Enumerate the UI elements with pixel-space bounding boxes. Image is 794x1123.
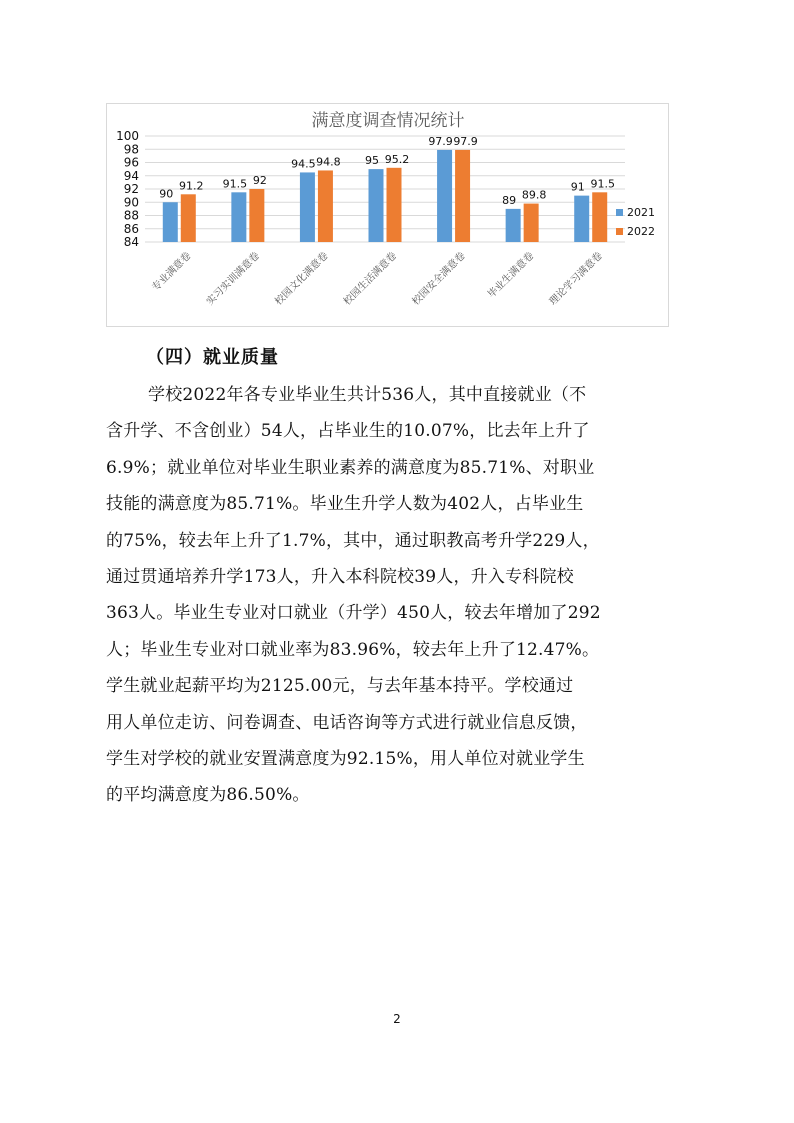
data-label: 97.9 — [453, 134, 478, 148]
bar-2022 — [318, 170, 333, 242]
data-label: 91.2 — [179, 179, 204, 193]
legend-swatch-2022 — [616, 228, 623, 235]
category-label: 校园生活满意卷 — [341, 250, 400, 308]
paragraph-line: 学生就业起薪平均为2125.00元，与去年基本持平。学校通过 — [106, 676, 574, 697]
bar-2022 — [387, 168, 402, 242]
category-label: 实习实训满意卷 — [204, 250, 262, 308]
y-tick-label: 94 — [123, 168, 139, 183]
paragraph-line: 含升学、不含创业）54人，占毕业生的10.07%，比去年上升了 — [106, 421, 590, 442]
legend-swatch-2021 — [616, 209, 623, 216]
bar-2021 — [163, 202, 178, 242]
paragraph-line: 人；毕业生专业对口就业率为83.96%，较去年上升了12.47%。 — [106, 639, 600, 660]
paragraph-line: 的平均满意度为86.50%。 — [106, 785, 310, 806]
paragraph-line: 363人。毕业生专业对口就业（升学）450人，较去年增加了292 — [106, 603, 601, 624]
y-tick-label: 96 — [123, 155, 139, 170]
legend-label: 2021 — [627, 206, 655, 219]
section-heading: （四）就业质量 — [146, 347, 279, 368]
category-label: 校园文化满意卷 — [273, 250, 331, 308]
bar-2021 — [369, 169, 384, 242]
category-label: 毕业生满意卷 — [486, 250, 537, 301]
paragraph-line: 用人单位走访、问卷调查、电话咨询等方式进行就业信息反馈， — [106, 712, 588, 733]
bar-2021 — [437, 150, 452, 242]
bar-2022 — [455, 150, 470, 242]
data-label: 94.8 — [316, 155, 341, 169]
page-number: 2 — [393, 1012, 401, 1026]
paragraph-line: 的75%，较去年上升了1.7%，其中，通过职教高考升学229人， — [106, 530, 600, 551]
paragraph-line: 通过贯通培养升学173人，升入本科院校39人，升入专科院校 — [106, 567, 574, 588]
y-tick-label: 100 — [116, 129, 139, 143]
data-label: 90 — [159, 187, 174, 201]
paragraph-line: 6.9%；就业单位对毕业生职业素养的满意度为85.71%、对职业 — [106, 457, 595, 478]
data-label: 94.5 — [291, 157, 316, 171]
bar-2021 — [574, 196, 589, 242]
category-label: 理论学习满意卷 — [547, 250, 605, 308]
satisfaction-chart — [106, 103, 669, 327]
bar-2021 — [300, 172, 315, 242]
data-label: 91 — [570, 180, 585, 194]
y-tick-label: 86 — [123, 221, 139, 236]
data-label: 89 — [502, 193, 517, 207]
chart-canvas — [107, 104, 670, 328]
bar-2022 — [249, 189, 264, 242]
category-label: 校园安全满意卷 — [410, 250, 468, 308]
y-tick-label: 84 — [123, 235, 139, 249]
chart-title: 满意度调查情况统计 — [311, 111, 465, 131]
y-tick-label: 92 — [123, 182, 139, 196]
paragraph-line: 学校2022年各专业毕业生共计536人，其中直接就业（不 — [148, 385, 587, 405]
y-tick-label: 88 — [123, 208, 139, 223]
bar-2022 — [592, 192, 607, 242]
bar-2022 — [524, 204, 539, 242]
bar-2022 — [181, 194, 196, 242]
bar-2021 — [231, 192, 246, 242]
legend-label: 2022 — [627, 225, 655, 238]
data-label: 89.8 — [521, 188, 547, 202]
data-label: 95.2 — [384, 152, 410, 166]
data-label: 95 — [365, 154, 379, 168]
bar-2021 — [506, 209, 521, 242]
data-label: 92 — [252, 174, 267, 187]
y-tick-label: 98 — [123, 142, 139, 157]
data-label: 91.5 — [222, 177, 248, 191]
y-tick-label: 90 — [123, 195, 139, 210]
paragraph-line: 技能的满意度为85.71%。毕业生升学人数为402人，占毕业生 — [106, 494, 584, 515]
category-label: 专业满意卷 — [150, 250, 194, 294]
data-label: 97.9 — [428, 134, 453, 148]
paragraph-line: 学生对学校的就业安置满意度为92.15%，用人单位对就业学生 — [106, 749, 585, 770]
body-paragraph — [106, 377, 690, 814]
data-label: 91.5 — [590, 177, 615, 191]
